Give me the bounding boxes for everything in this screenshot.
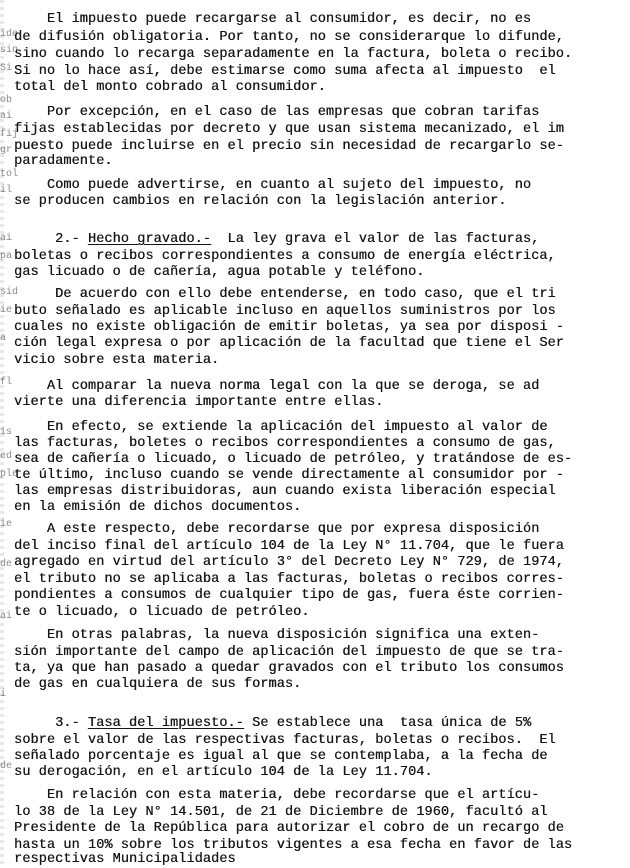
- margin-mark: ai: [0, 611, 13, 622]
- paragraph-line: las empresas distribuidoras, aun cuando exista liberación especial: [14, 484, 556, 499]
- margin-mark: tol: [0, 169, 19, 180]
- paragraph-line: Por excepción, en el caso de las empresas que cobran tarifas: [14, 105, 540, 120]
- paragraph-line: Presidente de la República para autorizar el cobro de un recargo de: [14, 821, 564, 836]
- paragraph-line: ta, ya que han pasado a quedar gravados con el tributo los consumos: [14, 661, 564, 676]
- paragraph-line: Como puede advertirse, en cuanto al sujeto del impuesto, no: [14, 178, 532, 193]
- paragraph-line: boletas o recibos correspondientes a consumo de energía eléctrica,: [14, 249, 556, 264]
- margin-mark: a: [0, 333, 7, 344]
- paragraph-line: lo 38 de la Ley N° 14.501, de 21 de Diciembre de 1960, facultó al: [14, 805, 548, 820]
- paragraph-line: pondientes a consumos de cualquier tipo de gas, fuera éste corrien-: [14, 588, 564, 603]
- paragraph-line: vierte una diferencia importante entre ellas.: [14, 395, 384, 410]
- margin-mark: ide: [0, 29, 19, 40]
- margin-mark: ai: [0, 233, 13, 244]
- paragraph-line: En efecto, se extiende la aplicación del impuesto al valor de: [14, 420, 548, 435]
- paragraph-line: vicio sobre esta materia.: [14, 353, 220, 368]
- indent: [14, 232, 55, 247]
- paragraph-line: total del monto cobrado al consumidor.: [14, 80, 326, 95]
- paragraph-line: Si no lo hace así, debe estimarse como suma afecta al impuesto el: [14, 64, 556, 79]
- paragraph-line: te último, incluso cuando se vende directamente al consumidor por -: [14, 468, 564, 483]
- paragraph-line: En otras palabras, la nueva disposición significa una exten-: [14, 628, 540, 643]
- margin-mark: fl: [0, 377, 13, 388]
- margin-mark: il: [0, 185, 13, 196]
- margin-mark: ie: [0, 305, 13, 316]
- margin-mark: pa: [0, 251, 13, 262]
- paragraph-line: hasta un 10% sobre los tributos vigentes a esa fecha en favor de las: [14, 838, 573, 853]
- paragraph-line: cuales no existe obligación de emitir boletas, ya sea por disposi -: [14, 320, 564, 335]
- paragraph-line: agregado en virtud del artículo 3° del Decreto Ley N° 729, de 1974,: [14, 555, 564, 570]
- paragraph-line: puesto puede incluirse en el precio sin necesidad de recargarlo se-: [14, 139, 564, 154]
- paragraph-line: sobre el valor de las respectivas facturas, boletas o recibos. El: [14, 733, 556, 748]
- margin-mark: gr: [0, 145, 13, 156]
- paragraph-line: fijas establecidas por decreto y que usan sistema mecanizado, el im: [14, 122, 564, 137]
- margin-mark: sid: [0, 287, 19, 298]
- paragraph-line: En relación con esta materia, debe recordarse que el artícu-: [14, 788, 540, 803]
- paragraph-line: El impuesto puede recargarse al consumidor, es decir, no es: [14, 12, 532, 27]
- paragraph-line: gas licuado o de cañería, agua potable y teléfono.: [14, 265, 425, 280]
- section-lead-text: Se establece una tasa única de 5%: [243, 716, 532, 731]
- paragraph-line: de gas en cualquiera de sus formas.: [14, 677, 302, 692]
- paragraph-line: señalado porcentaje es igual al que se contemplaba, a la fecha de: [14, 749, 548, 764]
- paragraph-line: su derogación, en el artículo 104 de la Ley 11.704.: [14, 765, 433, 780]
- section-heading: Tasa del impuesto.-: [87, 716, 244, 731]
- paragraph-line: Al comparar la nueva norma legal con la que se deroga, se ad: [14, 379, 540, 394]
- margin-mark: i: [0, 689, 7, 700]
- section-lead-text: La ley grava el valor de las facturas,: [211, 232, 540, 247]
- paragraph-line: buto señalado es aplicable incluso en aquellos suministros por los: [14, 304, 556, 319]
- paragraph-line: paradamente.: [14, 154, 113, 169]
- paragraph-line: A este respecto, debe recordarse que por expresa disposición: [14, 522, 540, 537]
- margin-mark: ie: [0, 519, 13, 530]
- paragraph-line: del inciso final del artículo 104 de la Ley N° 11.704, que le fuera: [14, 539, 564, 554]
- paragraph-line: te o licuado, o licuado de petróleo.: [14, 605, 310, 620]
- paragraph-line: sino cuando lo recarga separadamente en la factura, boleta o recibo.: [14, 47, 573, 62]
- paragraph-line: el tributo no se aplicaba a las facturas, boletas o recibos corres-: [14, 572, 564, 587]
- paragraph-line: sión importante del campo de aplicación del impuesto de que se tra-: [14, 645, 564, 660]
- indent: [14, 716, 55, 731]
- margin-mark: sin: [0, 45, 19, 56]
- section-heading-line: [14, 716, 531, 731]
- paragraph-line: De acuerdo con ello debe entenderse, en todo caso, que el tri: [14, 287, 556, 302]
- margin-mark: de: [0, 761, 13, 772]
- paragraph-line: las facturas, boletes o recibos correspondientes a consumo de gas,: [14, 436, 556, 451]
- margin-mark: ai: [0, 111, 13, 122]
- paragraph-line: ción legal expresa o por aplicación de la facultad que tiene el Ser: [14, 336, 564, 351]
- margin-mark: Si: [0, 63, 13, 74]
- margin-mark: is: [0, 427, 13, 438]
- margin-mark: fij: [0, 129, 19, 140]
- paragraph-line: respectivas Municipalidades: [14, 852, 236, 867]
- paragraph-line: en la emisión de dichos documentos.: [14, 500, 302, 515]
- margin-mark: ple: [0, 469, 19, 480]
- section-heading: Hecho gravado.-: [87, 232, 212, 247]
- section-number: 2.-: [55, 232, 80, 247]
- section-heading-line: [14, 232, 539, 247]
- margin-mark: de: [0, 559, 13, 570]
- paragraph-line: sea de cañería o licuado, o licuado de petróleo, y tratándose de es-: [14, 452, 573, 467]
- margin-mark: ed: [0, 451, 13, 462]
- margin-mark: ob: [0, 95, 13, 106]
- paragraph-line: se producen cambios en relación con la legislación anterior.: [14, 194, 507, 209]
- paragraph-line: de difusión obligatoria. Por tanto, no se considerarque lo difunde,: [14, 30, 564, 45]
- section-number: 3.-: [55, 716, 80, 731]
